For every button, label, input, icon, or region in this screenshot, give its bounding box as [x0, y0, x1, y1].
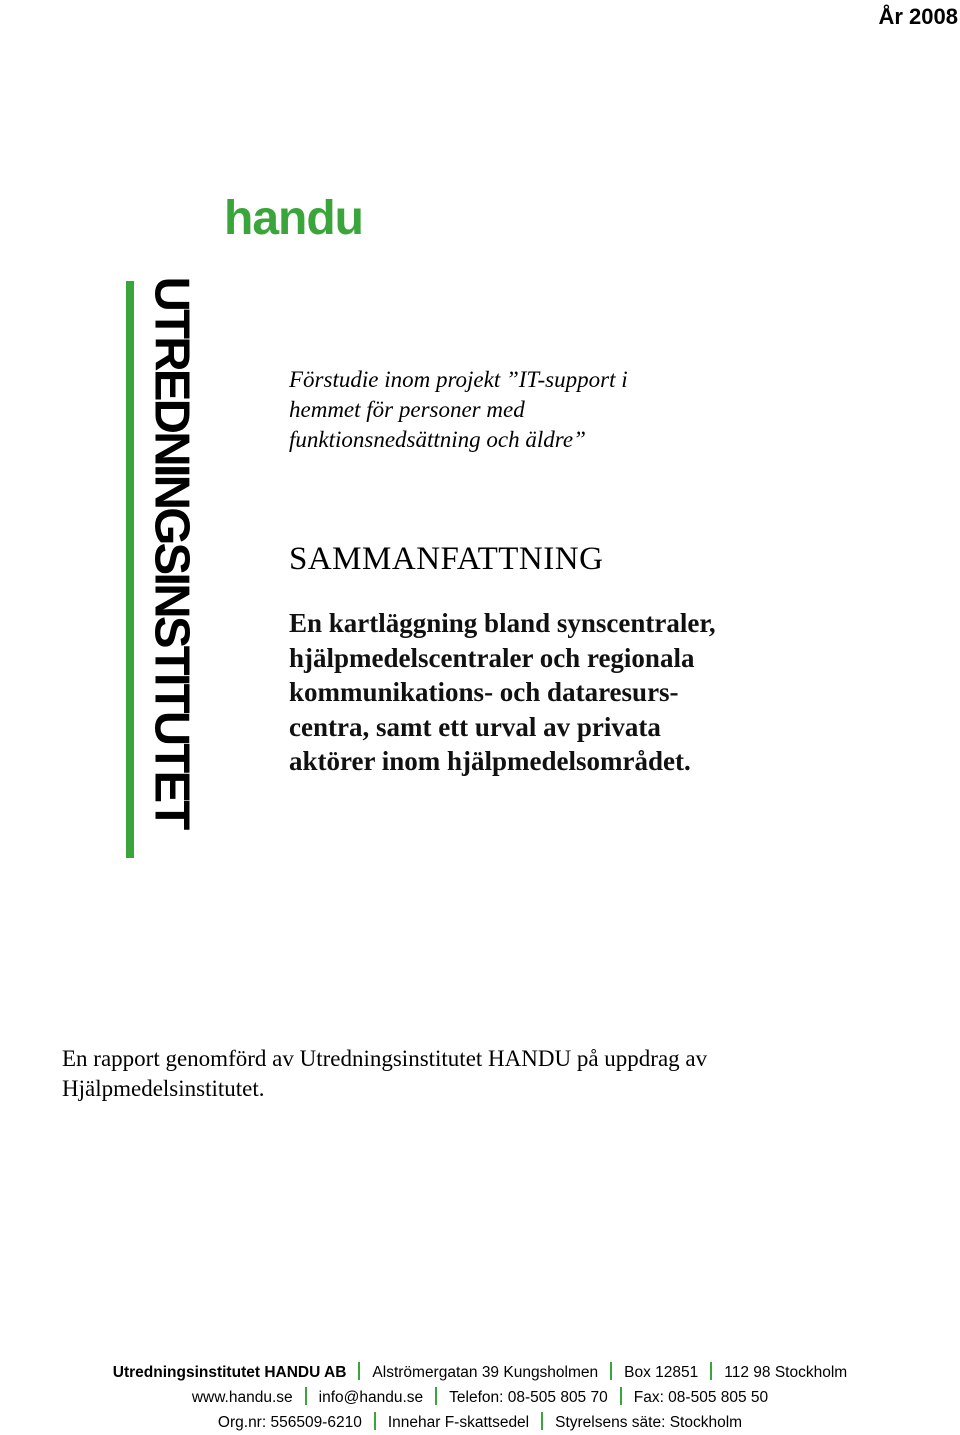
summary-line: aktörer inom hjälpmedelsområdet.	[289, 746, 691, 776]
footer-address: Alströmergatan 39 Kungsholmen	[372, 1364, 599, 1381]
footer-separator	[620, 1387, 622, 1405]
footer-tax: Innehar F-skattsedel	[387, 1414, 530, 1431]
report-statement	[62, 1044, 707, 1104]
footer-website-link[interactable]: www.handu.se	[191, 1389, 293, 1406]
footer-company: Utredningsinstitutet HANDU AB	[112, 1364, 347, 1381]
report-line: Hjälpmedelsinstitutet.	[62, 1076, 265, 1101]
footer-row-legal	[0, 1410, 960, 1435]
summary-text	[289, 606, 716, 779]
footer-phone: Telefon: 08-505 805 70	[449, 1389, 608, 1406]
summary-line: En kartläggning bland synscentraler,	[289, 608, 716, 638]
study-title	[289, 365, 628, 455]
vertical-institute-text: UTREDNINGSINSTITUTET	[145, 276, 200, 828]
footer-separator	[358, 1362, 360, 1380]
green-accent-bar	[126, 281, 134, 858]
summary-line: hjälpmedelscentraler och regionala	[289, 642, 695, 673]
report-year: År 2008	[878, 4, 958, 29]
summary-heading: SAMMANFATTNING	[289, 541, 604, 577]
footer-separator	[374, 1412, 376, 1430]
vertical-institute-title	[145, 242, 200, 862]
contact-footer	[0, 1360, 960, 1435]
footer-row-contact	[0, 1385, 960, 1410]
footer-box: Box 12851	[624, 1364, 699, 1381]
footer-fax: Fax: 08-505 805 50	[633, 1389, 769, 1406]
study-title-line: Förstudie inom projekt ”IT-support i	[289, 367, 628, 392]
summary-line: centra, samt ett urval av privata	[289, 711, 661, 742]
footer-orgnr: Org.nr: 556509-6210	[217, 1414, 362, 1431]
footer-separator	[541, 1412, 543, 1430]
footer-separator	[435, 1387, 437, 1405]
footer-seat: Styrelsens säte: Stockholm	[555, 1414, 743, 1431]
report-line: En rapport genomförd av Utredningsinstitutet HANDU på uppdrag av	[62, 1046, 708, 1071]
footer-postal: 112 98 Stockholm	[724, 1364, 848, 1381]
footer-email-link[interactable]: info@handu.se	[318, 1389, 424, 1406]
handu-logo	[224, 195, 374, 239]
footer-separator	[610, 1362, 612, 1380]
footer-separator	[305, 1387, 307, 1405]
study-title-line: funktionsnedsättning och äldre”	[289, 427, 586, 452]
footer-row-address	[0, 1360, 960, 1385]
study-title-line: hemmet för personer med	[289, 397, 525, 422]
footer-separator	[710, 1362, 712, 1380]
handu-logo-text: handu	[224, 195, 363, 239]
summary-line: kommunikations- och dataresurs-	[289, 677, 679, 707]
